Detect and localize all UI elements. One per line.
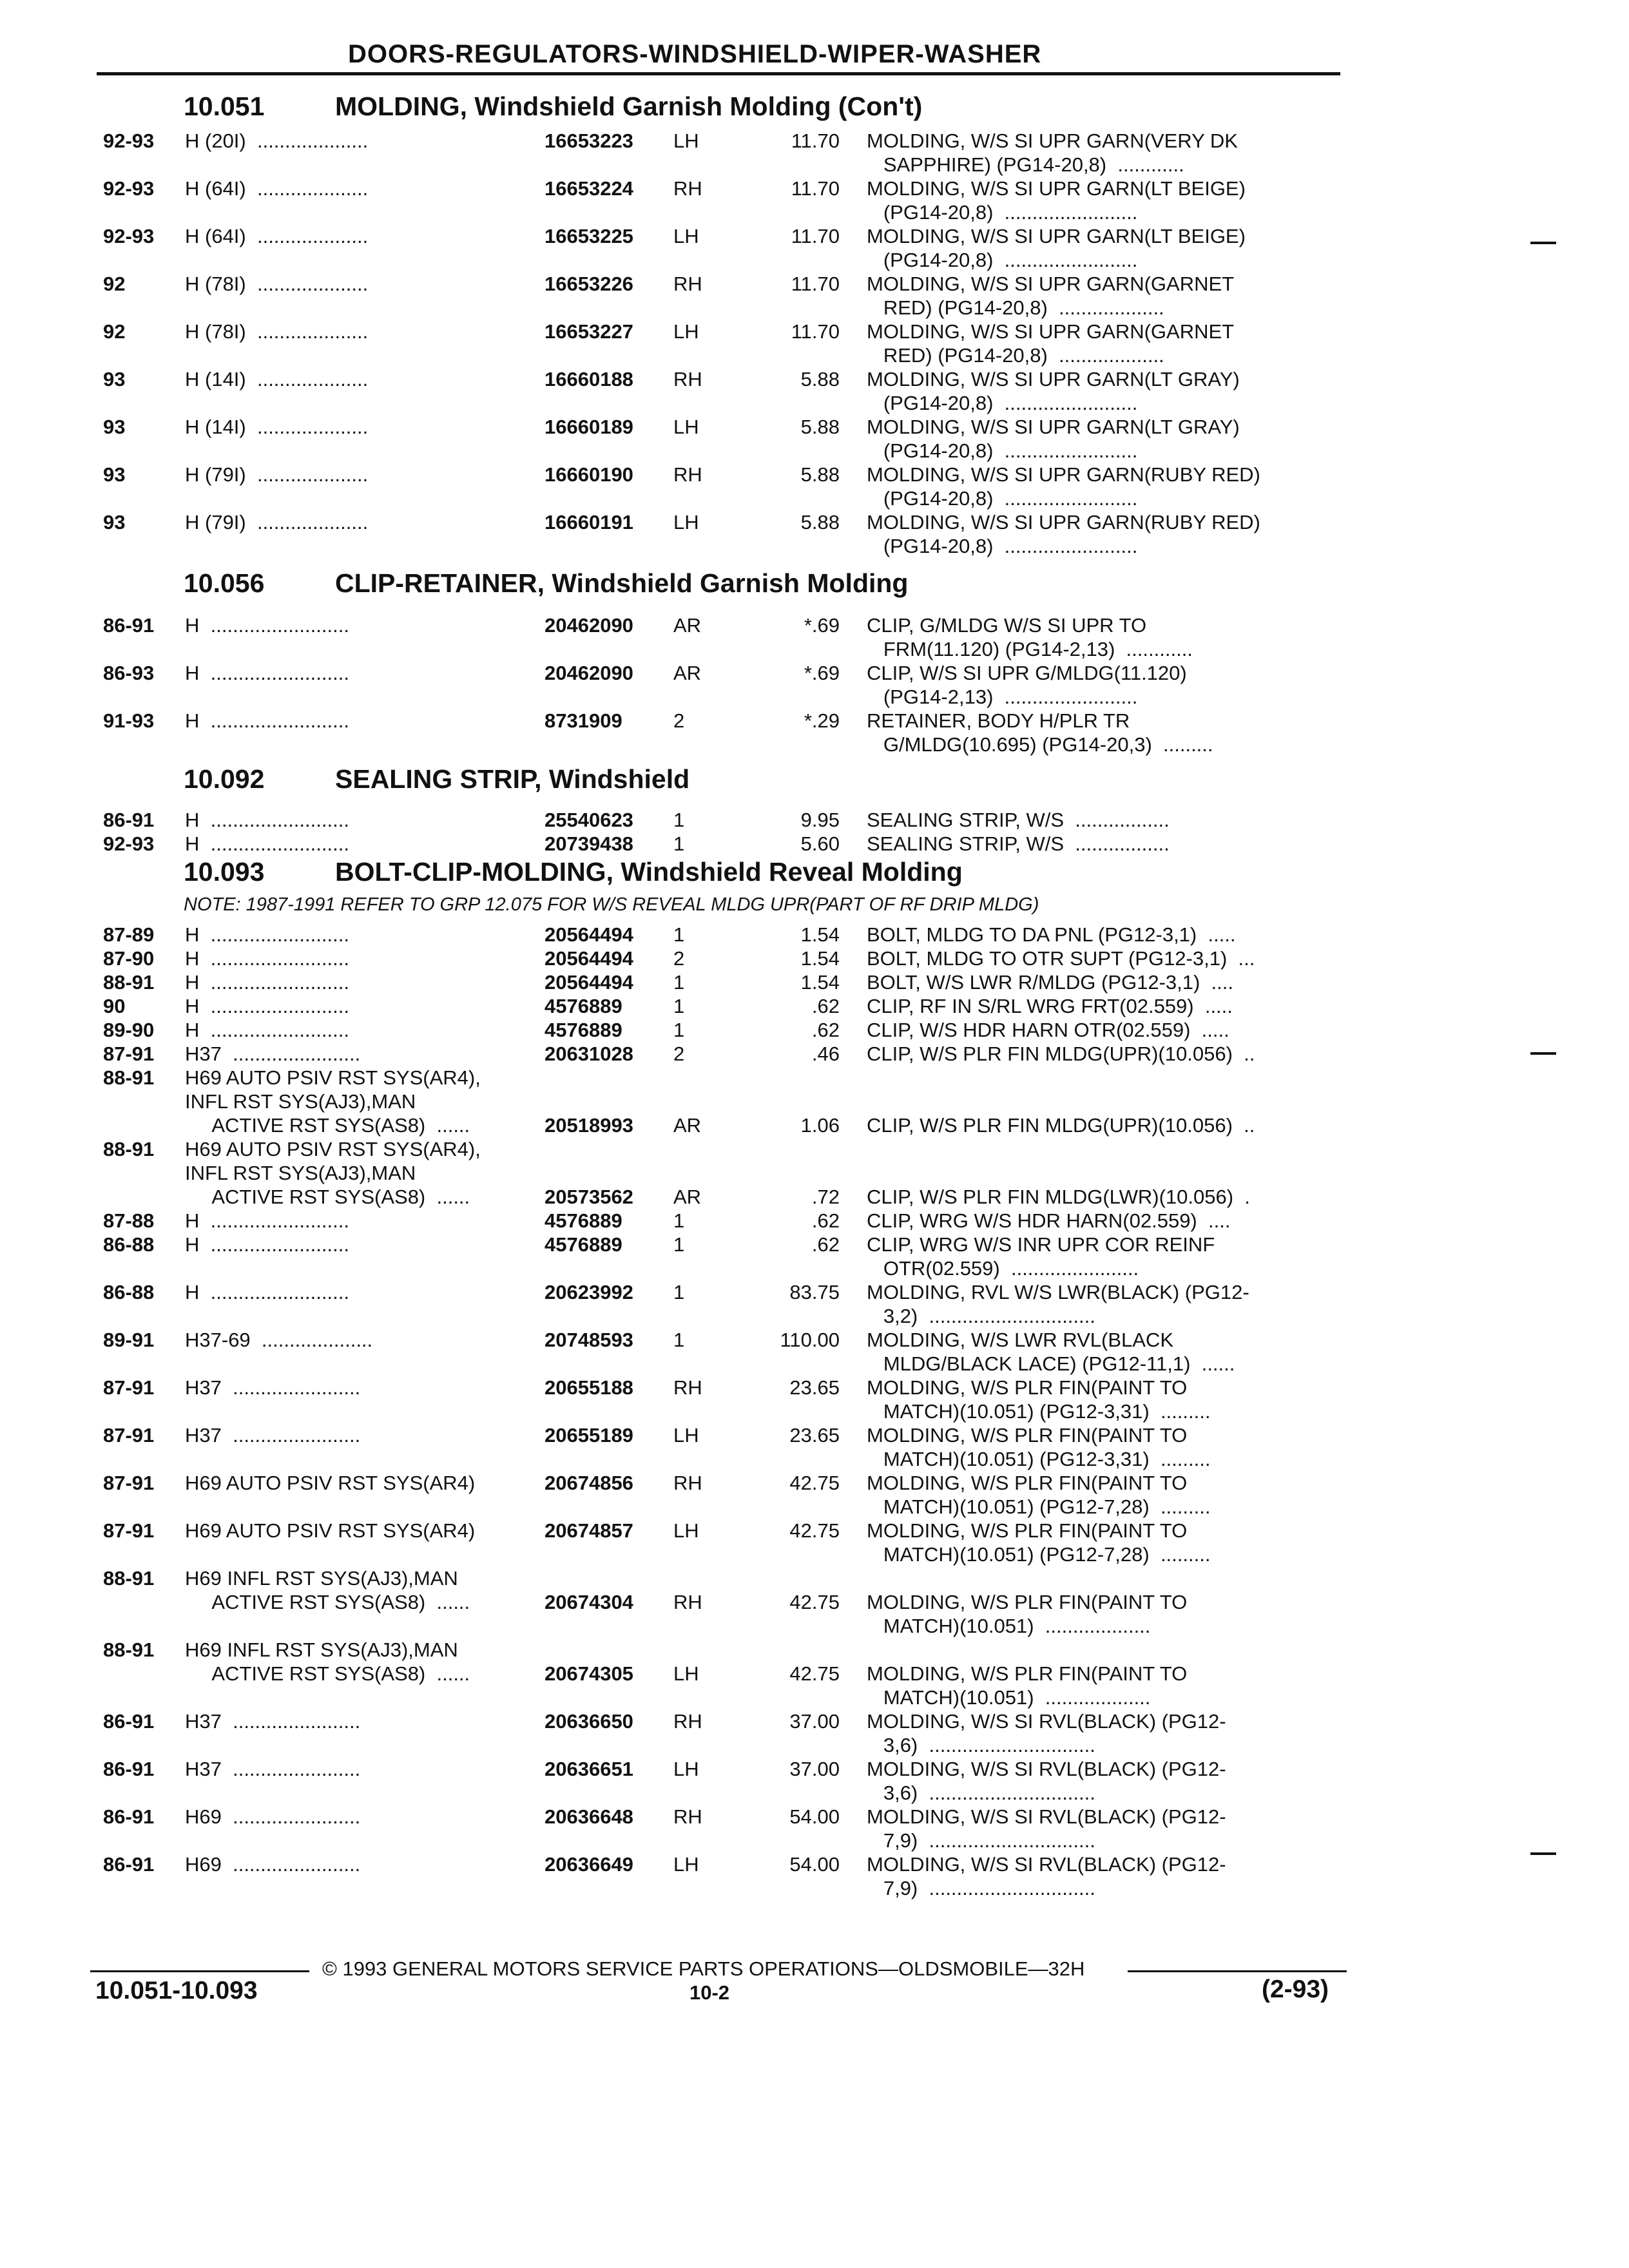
usage: H (64I) ....................	[185, 225, 369, 247]
price: 37.00	[789, 1710, 840, 1733]
description: CLIP, W/S PLR FIN MLDG(LWR)(10.056) .	[867, 1186, 1250, 1208]
quantity: RH	[673, 1710, 702, 1733]
price: 42.75	[789, 1519, 840, 1542]
header-rule	[97, 72, 1340, 75]
model-years: 87-91	[103, 1472, 155, 1494]
price: 5.88	[800, 416, 840, 438]
description: RETAINER, BODY H/PLR TR G/MLDG(10.695) (PG14-20,3) .........	[867, 709, 1213, 756]
price: 1.06	[800, 1114, 840, 1137]
part-number: 20674305	[545, 1662, 633, 1685]
description: CLIP, WRG W/S INR UPR COR REINF OTR(02.559) .......................	[867, 1233, 1215, 1280]
quantity: LH	[673, 1662, 699, 1685]
usage: H .........................	[185, 709, 349, 732]
quantity: 1	[673, 1233, 685, 1256]
part-number: 20636650	[545, 1710, 633, 1733]
model-years: 93	[103, 463, 126, 486]
price: 1.54	[800, 923, 840, 946]
model-years: 92	[103, 273, 126, 295]
part-number: 20636648	[545, 1805, 633, 1828]
section-title	[184, 91, 922, 122]
part-number: 4576889	[545, 1019, 622, 1041]
usage: H (78I) ....................	[185, 273, 369, 295]
model-years: 93	[103, 416, 126, 438]
quantity: RH	[673, 1376, 702, 1399]
description: CLIP, W/S SI UPR G/MLDG(11.120) (PG14-2,13) ........................	[867, 662, 1187, 708]
description: CLIP, W/S PLR FIN MLDG(UPR)(10.056) ..	[867, 1043, 1255, 1065]
usage: H69 .......................	[185, 1853, 361, 1876]
part-number: 20655189	[545, 1424, 633, 1446]
quantity: 1	[673, 995, 685, 1017]
model-years: 92-93	[103, 832, 155, 855]
quantity: RH	[673, 1805, 702, 1828]
description: MOLDING, W/S PLR FIN(PAINT TO MATCH)(10.051) (PG12-7,28) .........	[867, 1519, 1211, 1566]
model-years: 90	[103, 995, 126, 1017]
quantity: 1	[673, 1209, 685, 1232]
price: 23.65	[789, 1376, 840, 1399]
part-number: 25540623	[545, 809, 633, 831]
description: MOLDING, W/S SI RVL(BLACK) (PG12- 3,6) ..............................	[867, 1710, 1226, 1756]
usage: H37 .......................	[185, 1758, 361, 1780]
usage: H .........................	[185, 614, 349, 637]
part-number: 8731909	[545, 709, 622, 732]
model-years: 86-93	[103, 662, 155, 684]
description: MOLDING, W/S SI UPR GARN(VERY DK SAPPHIRE) (PG14-20,8) ............	[867, 130, 1238, 176]
quantity: AR	[673, 1186, 702, 1208]
usage: H37 .......................	[185, 1710, 361, 1733]
price: 54.00	[789, 1805, 840, 1828]
model-years: 87-89	[103, 923, 155, 946]
description: MOLDING, W/S SI UPR GARN(LT GRAY) (PG14-20,8) ........................	[867, 416, 1240, 462]
model-years: 88-91	[103, 1567, 155, 1590]
section-note: NOTE: 1987-1991 REFER TO GRP 12.075 FOR W/S REVEAL MLDG UPR(PART OF RF DRIP MLDG)	[184, 894, 1039, 915]
usage: H .........................	[185, 947, 349, 970]
part-number: 20518993	[545, 1114, 633, 1137]
usage: H69 AUTO PSIV RST SYS(AR4), INFL RST SYS(AJ3),MAN ACTIVE RST SYS(AS8) ......	[185, 1066, 481, 1137]
model-years: 86-88	[103, 1233, 155, 1256]
usage: H (79I) ....................	[185, 463, 369, 486]
usage: H37 .......................	[185, 1376, 361, 1399]
section-number: 10.056	[184, 568, 265, 598]
part-row	[0, 1471, 1629, 1519]
quantity: AR	[673, 662, 702, 684]
part-number: 20674856	[545, 1472, 633, 1494]
price: *.69	[804, 662, 840, 684]
model-years: 93	[103, 511, 126, 533]
model-years: 87-88	[103, 1209, 155, 1232]
usage: H (78I) ....................	[185, 320, 369, 343]
price: 11.70	[791, 273, 840, 295]
description: MOLDING, W/S LWR RVL(BLACK MLDG/BLACK LACE) (PG12-11,1) ......	[867, 1329, 1235, 1375]
margin-mark	[1530, 242, 1556, 244]
usage: H (14I) ....................	[185, 416, 369, 438]
part-number: 4576889	[545, 1233, 622, 1256]
part-row	[0, 1566, 1629, 1637]
price: 110.00	[780, 1329, 840, 1351]
part-number: 20636649	[545, 1853, 633, 1876]
model-years: 88-91	[103, 1066, 155, 1089]
usage: H69 INFL RST SYS(AJ3),MAN ACTIVE RST SYS(AS8) ......	[185, 1567, 470, 1613]
price: .46	[811, 1043, 840, 1065]
part-row	[0, 1757, 1629, 1805]
model-years: 93	[103, 368, 126, 390]
quantity: 2	[673, 947, 685, 970]
quantity: 1	[673, 832, 685, 855]
usage: H (64I) ....................	[185, 177, 369, 200]
section-name: BOLT-CLIP-MOLDING, Windshield Reveal Molding	[335, 857, 963, 887]
usage: H37 .......................	[185, 1043, 361, 1065]
part-row	[0, 1376, 1629, 1423]
usage: H .........................	[185, 923, 349, 946]
part-number: 20462090	[545, 662, 633, 684]
price: 11.70	[791, 320, 840, 343]
quantity: LH	[673, 511, 699, 533]
price: .72	[811, 1186, 840, 1208]
usage: H .........................	[185, 995, 349, 1017]
part-row	[0, 224, 1629, 272]
quantity: LH	[673, 416, 699, 438]
description: BOLT, MLDG TO OTR SUPT (PG12-3,1) ...	[867, 947, 1255, 970]
description: BOLT, W/S LWR R/MLDG (PG12-3,1) ....	[867, 971, 1234, 994]
description: CLIP, W/S HDR HARN OTR(02.559) .....	[867, 1019, 1229, 1041]
quantity: LH	[673, 225, 699, 247]
description: MOLDING, W/S PLR FIN(PAINT TO MATCH)(10.051) (PG12-3,31) .........	[867, 1376, 1211, 1423]
part-number: 16653227	[545, 320, 633, 343]
model-years: 86-88	[103, 1281, 155, 1303]
quantity: LH	[673, 1758, 699, 1780]
description: MOLDING, W/S SI UPR GARN(LT BEIGE) (PG14-20,8) ........................	[867, 225, 1246, 271]
part-row	[0, 177, 1629, 224]
part-row	[0, 1709, 1629, 1757]
price: *.29	[804, 709, 840, 732]
margin-mark	[1530, 1052, 1556, 1055]
price: .62	[811, 995, 840, 1017]
price: 23.65	[789, 1424, 840, 1446]
description: CLIP, G/MLDG W/S SI UPR TO FRM(11.120) (PG14-2,13) ............	[867, 614, 1193, 660]
footer-rule-right	[1128, 1970, 1347, 1972]
description: MOLDING, W/S PLR FIN(PAINT TO MATCH)(10.051) ...................	[867, 1662, 1188, 1709]
model-years: 88-91	[103, 1639, 155, 1661]
description: MOLDING, W/S SI UPR GARN(LT BEIGE) (PG14-20,8) ........................	[867, 177, 1246, 224]
part-row	[0, 1852, 1629, 1900]
model-years: 86-91	[103, 809, 155, 831]
footer-page-number: 10-2	[689, 1981, 730, 2004]
quantity: LH	[673, 1853, 699, 1876]
section-title	[184, 568, 908, 599]
price: .62	[811, 1209, 840, 1232]
quantity: RH	[673, 368, 702, 390]
price: 5.88	[800, 511, 840, 533]
quantity: LH	[673, 320, 699, 343]
quantity: RH	[673, 273, 702, 295]
price: 5.88	[800, 368, 840, 390]
section-number: 10.093	[184, 857, 265, 887]
quantity: 1	[673, 923, 685, 946]
description: MOLDING, W/S SI RVL(BLACK) (PG12- 3,6) ..............................	[867, 1758, 1226, 1804]
part-number: 20631028	[545, 1043, 633, 1065]
model-years: 87-91	[103, 1043, 155, 1065]
part-row	[0, 1233, 1629, 1280]
description: MOLDING, W/S SI UPR GARN(RUBY RED) (PG14-20,8) ........................	[867, 511, 1260, 557]
price: 42.75	[789, 1662, 840, 1685]
footer-rule-left	[90, 1970, 309, 1972]
part-number: 20739438	[545, 832, 633, 855]
description: CLIP, W/S PLR FIN MLDG(UPR)(10.056) ..	[867, 1114, 1255, 1137]
usage: H69 .......................	[185, 1805, 361, 1828]
part-number: 4576889	[545, 1209, 622, 1232]
usage: H37 .......................	[185, 1424, 361, 1446]
price: 5.60	[800, 832, 840, 855]
quantity: RH	[673, 177, 702, 200]
quantity: 1	[673, 971, 685, 994]
usage: H (79I) ....................	[185, 511, 369, 533]
quantity: LH	[673, 130, 699, 152]
part-row	[0, 1805, 1629, 1852]
part-number: 20674304	[545, 1591, 633, 1613]
part-number: 16653225	[545, 225, 633, 247]
part-number: 20636651	[545, 1758, 633, 1780]
model-years: 92-93	[103, 130, 155, 152]
description: MOLDING, W/S SI UPR GARN(GARNET RED) (PG14-20,8) ...................	[867, 320, 1235, 367]
price: 11.70	[791, 225, 840, 247]
usage: H .........................	[185, 662, 349, 684]
model-years: 86-91	[103, 1758, 155, 1780]
part-row	[0, 1328, 1629, 1376]
description: MOLDING, W/S SI UPR GARN(RUBY RED) (PG14-20,8) ........................	[867, 463, 1260, 510]
part-number: 20674857	[545, 1519, 633, 1542]
usage: H69 AUTO PSIV RST SYS(AR4)	[185, 1519, 476, 1542]
part-number: 16660189	[545, 416, 633, 438]
description: SEALING STRIP, W/S .................	[867, 809, 1170, 831]
quantity: 1	[673, 809, 685, 831]
quantity: LH	[673, 1519, 699, 1542]
model-years: 86-91	[103, 1805, 155, 1828]
margin-mark	[1530, 1852, 1556, 1855]
quantity: 1	[673, 1019, 685, 1041]
usage: H .........................	[185, 1281, 349, 1303]
section-name: SEALING STRIP, Windshield	[335, 764, 690, 794]
part-number: 4576889	[545, 995, 622, 1017]
model-years: 88-91	[103, 971, 155, 994]
model-years: 86-91	[103, 1853, 155, 1876]
description: MOLDING, W/S PLR FIN(PAINT TO MATCH)(10.051) (PG12-3,31) .........	[867, 1424, 1211, 1470]
quantity: 2	[673, 1043, 685, 1065]
part-row	[0, 832, 1629, 879]
model-years: 92-93	[103, 225, 155, 247]
part-number: 16653223	[545, 130, 633, 152]
part-row	[0, 272, 1629, 320]
price: 5.88	[800, 463, 840, 486]
part-number: 20573562	[545, 1186, 633, 1208]
part-number: 16653226	[545, 273, 633, 295]
quantity: LH	[673, 1424, 699, 1446]
part-row	[0, 1423, 1629, 1471]
price: 37.00	[789, 1758, 840, 1780]
price: 11.70	[791, 130, 840, 152]
price: .62	[811, 1233, 840, 1256]
description: MOLDING, W/S PLR FIN(PAINT TO MATCH)(10.051) ...................	[867, 1591, 1188, 1637]
quantity: 1	[673, 1281, 685, 1303]
price: 83.75	[789, 1281, 840, 1303]
section-title	[184, 764, 689, 794]
usage: H .........................	[185, 809, 349, 831]
price: 11.70	[791, 177, 840, 200]
part-row	[0, 415, 1629, 463]
quantity: RH	[673, 1591, 702, 1613]
footer-range: 10.051-10.093	[95, 1977, 258, 2004]
usage: H37-69 ....................	[185, 1329, 373, 1351]
description: MOLDING, W/S SI UPR GARN(LT GRAY) (PG14-20,8) ........................	[867, 368, 1240, 414]
model-years: 89-90	[103, 1019, 155, 1041]
section-number: 10.092	[184, 764, 265, 794]
description: CLIP, WRG W/S HDR HARN(02.559) ....	[867, 1209, 1231, 1232]
model-years: 87-90	[103, 947, 155, 970]
part-row	[0, 1638, 1629, 1709]
model-years: 91-93	[103, 709, 155, 732]
price: 1.54	[800, 947, 840, 970]
price: 1.54	[800, 971, 840, 994]
part-row	[0, 709, 1629, 756]
usage: H .........................	[185, 1019, 349, 1041]
quantity: AR	[673, 614, 702, 637]
part-number: 20564494	[545, 923, 633, 946]
part-number: 20462090	[545, 614, 633, 637]
description: SEALING STRIP, W/S .................	[867, 832, 1170, 855]
model-years: 92-93	[103, 177, 155, 200]
price: 54.00	[789, 1853, 840, 1876]
footer-copyright: © 1993 GENERAL MOTORS SERVICE PARTS OPERATIONS—OLDSMOBILE—32H	[322, 1957, 1085, 1980]
quantity: RH	[673, 463, 702, 486]
part-number: 20655188	[545, 1376, 633, 1399]
price: .62	[811, 1019, 840, 1041]
part-number: 16660190	[545, 463, 633, 486]
model-years: 87-91	[103, 1519, 155, 1542]
part-number: 20748593	[545, 1329, 633, 1351]
part-row	[0, 320, 1629, 367]
part-number: 20623992	[545, 1281, 633, 1303]
usage: H (20I) ....................	[185, 130, 369, 152]
description: MOLDING, W/S SI RVL(BLACK) (PG12- 7,9) ..............................	[867, 1805, 1226, 1852]
description: MOLDING, W/S SI UPR GARN(GARNET RED) (PG14-20,8) ...................	[867, 273, 1235, 319]
price: *.69	[804, 614, 840, 637]
part-number: 16660191	[545, 511, 633, 533]
footer-date: (2-93)	[1262, 1975, 1329, 2003]
model-years: 87-91	[103, 1376, 155, 1399]
description: MOLDING, W/S SI RVL(BLACK) (PG12- 7,9) ..............................	[867, 1853, 1226, 1899]
usage: H69 AUTO PSIV RST SYS(AR4), INFL RST SYS(AJ3),MAN ACTIVE RST SYS(AS8) ......	[185, 1138, 481, 1208]
part-row	[0, 129, 1629, 177]
part-row	[0, 1519, 1629, 1566]
usage: H69 INFL RST SYS(AJ3),MAN ACTIVE RST SYS(AS8) ......	[185, 1639, 470, 1685]
price: 9.95	[800, 809, 840, 831]
part-number: 16660188	[545, 368, 633, 390]
price: 42.75	[789, 1472, 840, 1494]
usage: H (14I) ....................	[185, 368, 369, 390]
page-header-title: DOORS-REGULATORS-WINDSHIELD-WIPER-WASHER	[348, 40, 1042, 68]
description: CLIP, RF IN S/RL WRG FRT(02.559) .....	[867, 995, 1233, 1017]
model-years: 86-91	[103, 614, 155, 637]
section-name: MOLDING, Windshield Garnish Molding (Con't)	[335, 91, 923, 121]
part-row	[0, 1137, 1629, 1208]
model-years: 88-91	[103, 1138, 155, 1160]
model-years: 92	[103, 320, 126, 343]
usage: H .........................	[185, 1209, 349, 1232]
description: MOLDING, W/S PLR FIN(PAINT TO MATCH)(10.051) (PG12-7,28) .........	[867, 1472, 1211, 1518]
part-number: 20564494	[545, 971, 633, 994]
part-number: 16653224	[545, 177, 633, 200]
section-name: CLIP-RETAINER, Windshield Garnish Molding	[335, 568, 909, 598]
usage: H .........................	[185, 832, 349, 855]
description: MOLDING, RVL W/S LWR(BLACK) (PG12- 3,2) ..............................	[867, 1281, 1249, 1327]
part-row	[0, 510, 1629, 558]
quantity: RH	[673, 1472, 702, 1494]
quantity: 2	[673, 709, 685, 732]
section-number: 10.051	[184, 91, 265, 121]
part-row	[0, 613, 1629, 661]
model-years: 89-91	[103, 1329, 155, 1351]
part-row	[0, 463, 1629, 510]
quantity: 1	[673, 1329, 685, 1351]
part-row	[0, 661, 1629, 709]
part-row	[0, 1280, 1629, 1328]
part-row	[0, 367, 1629, 415]
usage: H .........................	[185, 971, 349, 994]
part-number: 20564494	[545, 947, 633, 970]
model-years: 87-91	[103, 1424, 155, 1446]
price: 42.75	[789, 1591, 840, 1613]
usage: H .........................	[185, 1233, 349, 1256]
quantity: AR	[673, 1114, 702, 1137]
model-years: 86-91	[103, 1710, 155, 1733]
part-row	[0, 1066, 1629, 1137]
description: BOLT, MLDG TO DA PNL (PG12-3,1) .....	[867, 923, 1236, 946]
usage: H69 AUTO PSIV RST SYS(AR4)	[185, 1472, 476, 1494]
